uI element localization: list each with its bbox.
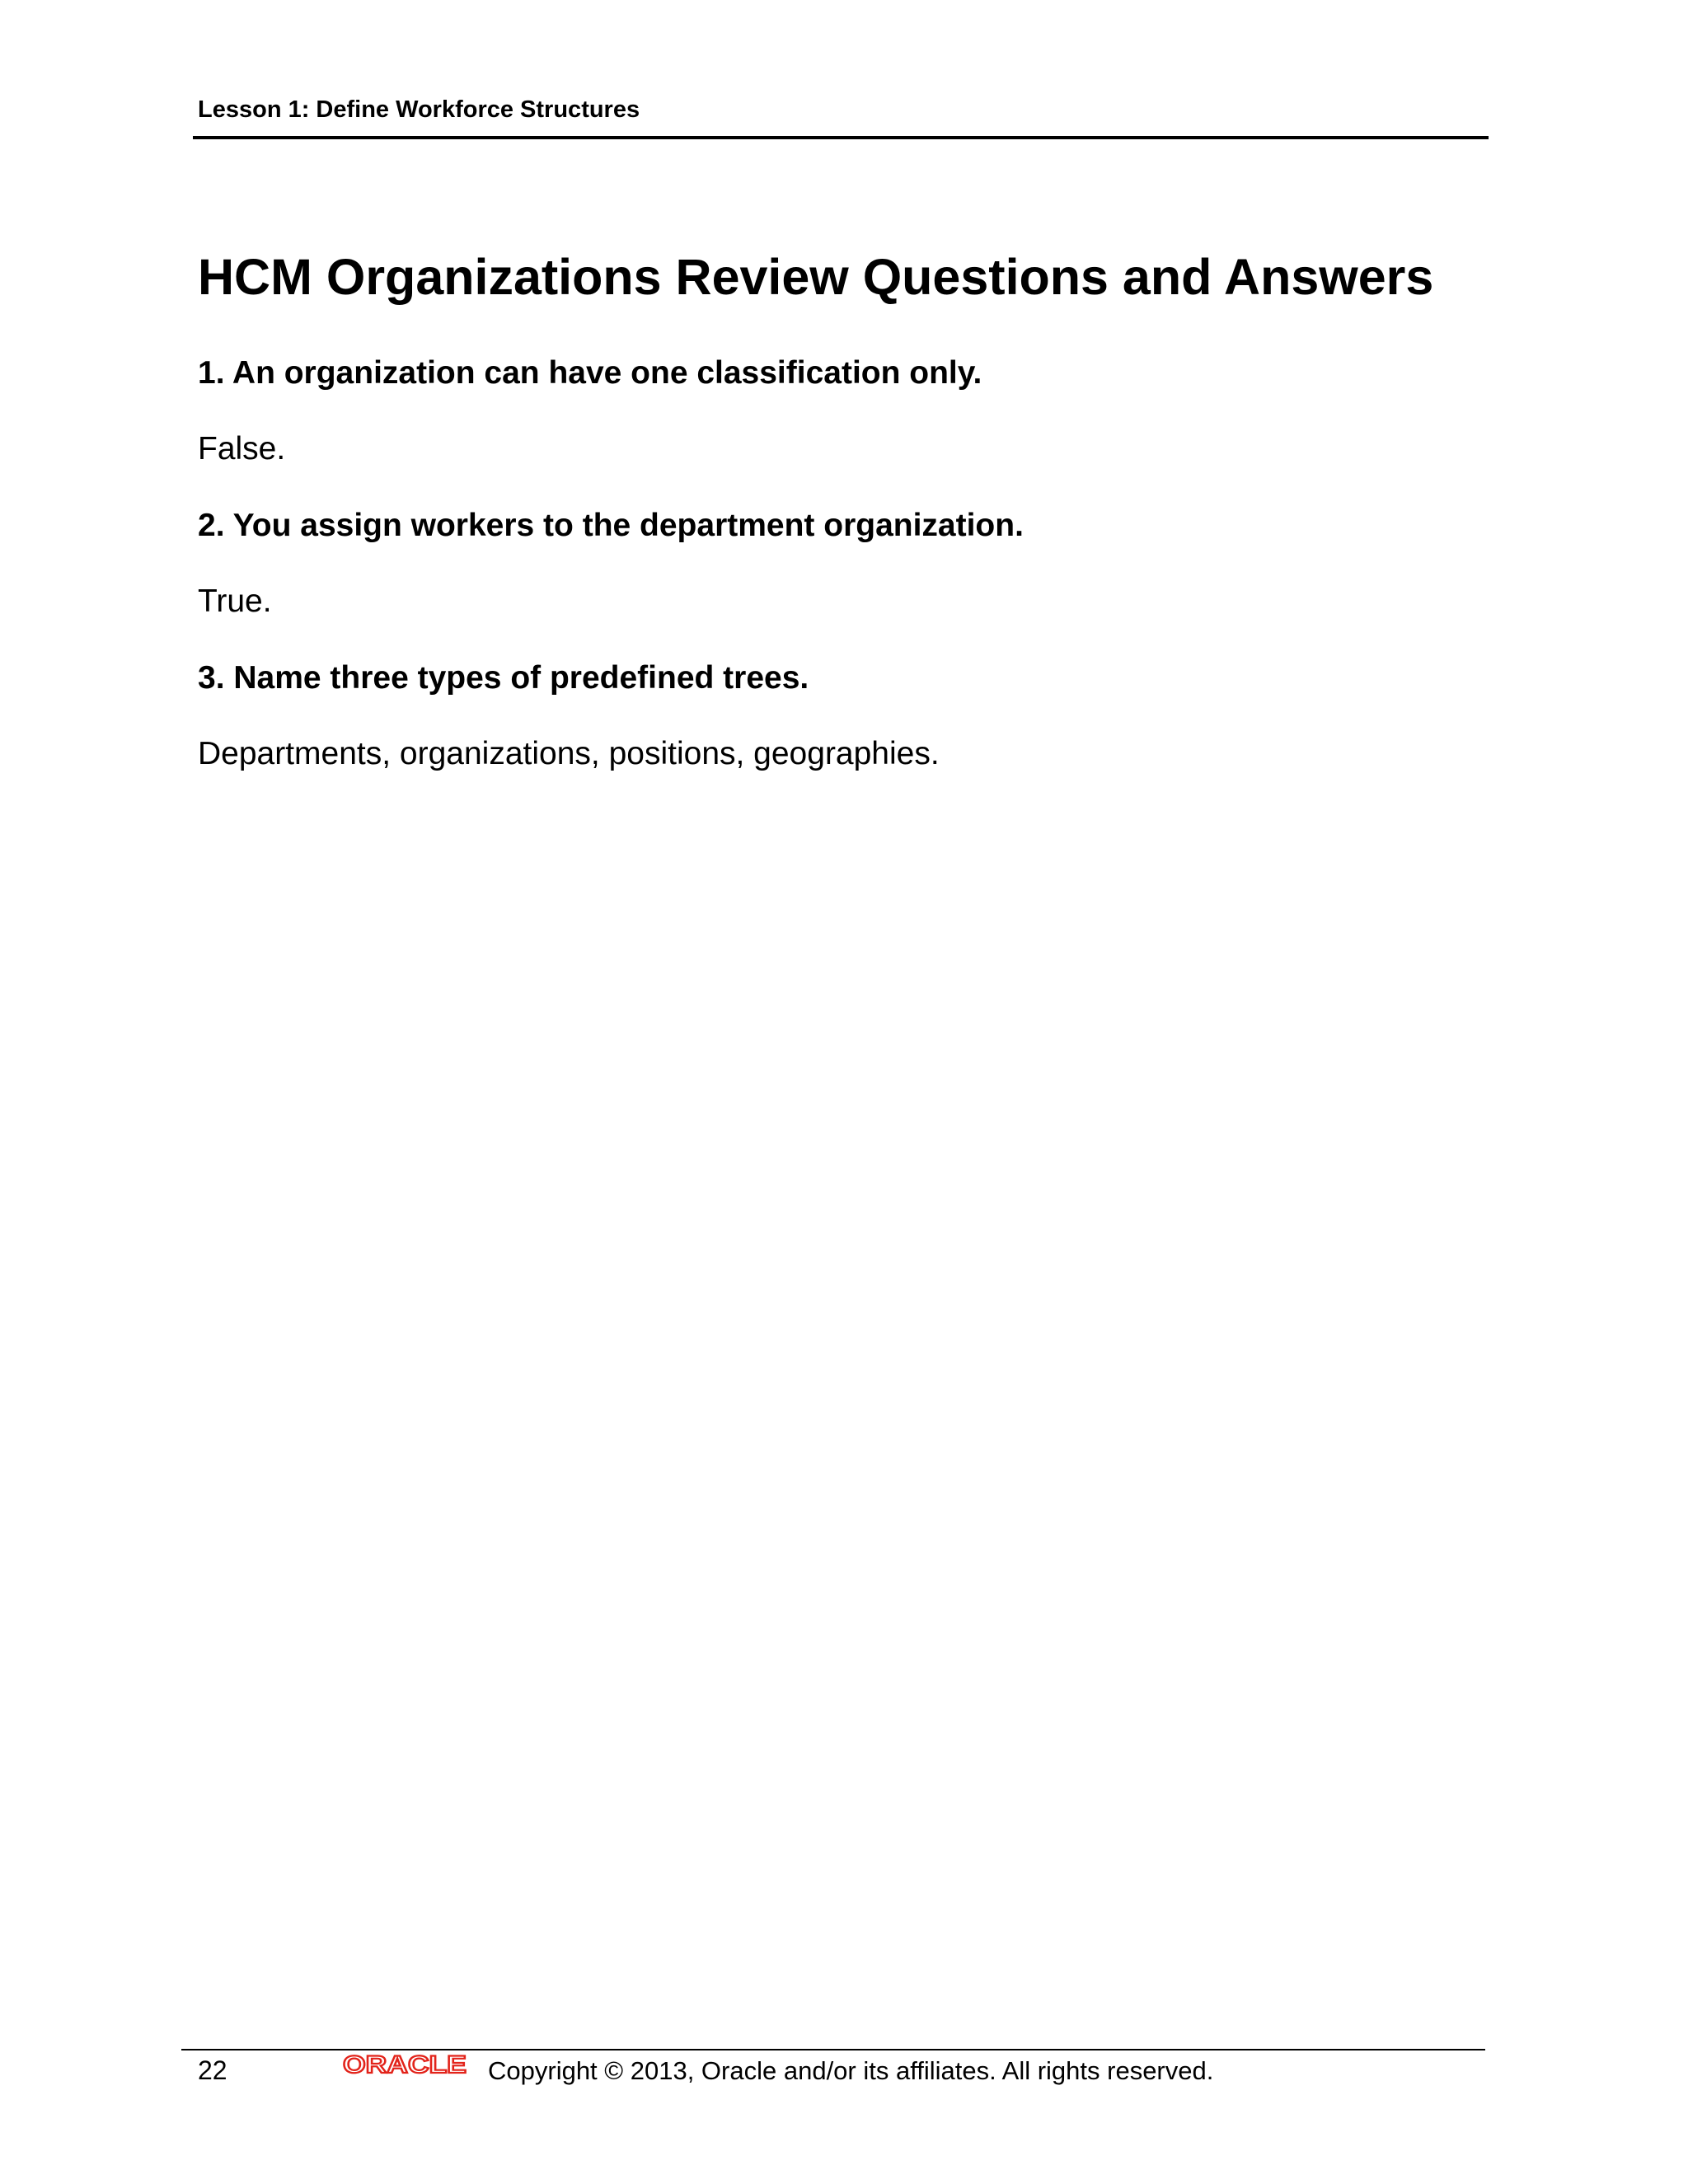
question-2: 2. You assign workers to the department organization. — [198, 508, 1024, 543]
answer-2: True. — [198, 583, 272, 619]
answer-1: False. — [198, 431, 286, 466]
page-number: 22 — [198, 2055, 227, 2085]
oracle-logo-text: ORACLE — [343, 2054, 467, 2077]
answer-3: Departments, organizations, positions, geographies. — [198, 736, 940, 771]
question-3: 3. Name three types of predefined trees. — [198, 660, 809, 696]
footer-divider — [181, 2049, 1485, 2050]
lesson-header: Lesson 1: Define Workforce Structures — [198, 96, 640, 123]
header-divider — [193, 136, 1489, 139]
copyright-notice: Copyright © 2013, Oracle and/or its affiliates. All rights reserved. — [488, 2056, 1214, 2085]
page-title: HCM Organizations Review Questions and Answers — [198, 249, 1434, 305]
oracle-logo-icon — [343, 2054, 475, 2077]
question-1: 1. An organization can have one classification only. — [198, 355, 982, 391]
